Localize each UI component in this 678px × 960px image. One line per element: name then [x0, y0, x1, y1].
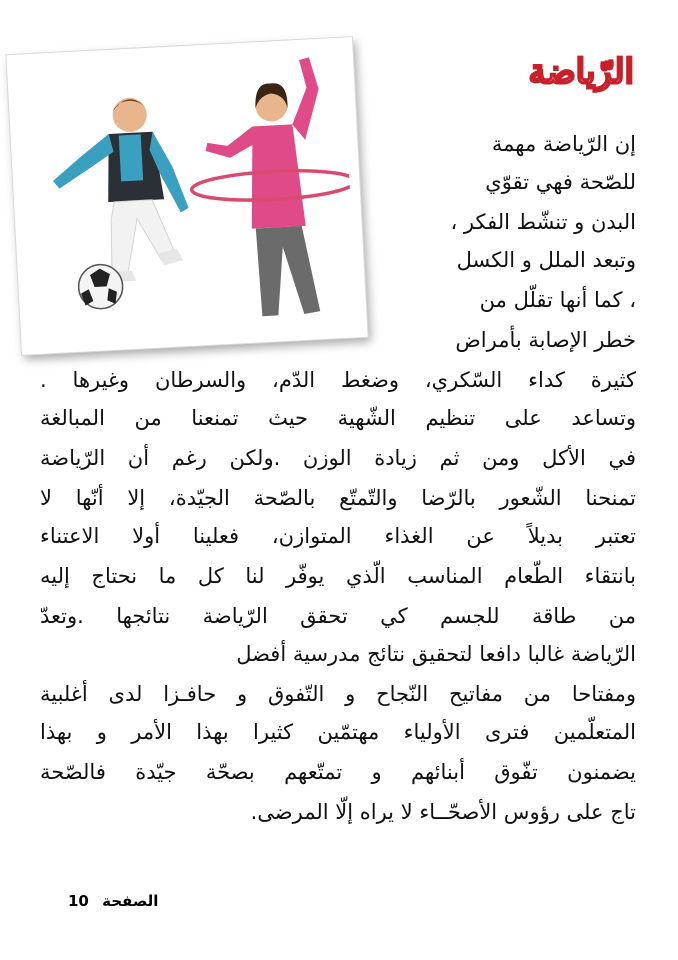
body-line: في الأكل ومن ثم زيادة الوزن .ولكن رغم أن الرّياضة — [40, 446, 636, 470]
body-line: تعتبر بديلاً عن الغذاء المتوازن، فعلينا أولا الاعتناء — [40, 524, 636, 548]
body-line: تمنحنا الشّعور بالرّضا والتّمتّع بالصّحة الجيّدة، إلا أنّها لا — [40, 486, 636, 510]
body-line: كثيرة كداء السّكري، وضغط الدّم، والسرطان وغيرها . — [40, 368, 636, 392]
body-line: ومفتاحا من مفاتيح النّجاح و التّفوق و حافـزا لدى أغلبية — [40, 682, 636, 706]
body-line: البدن و تنشّط الفكر ، — [450, 210, 636, 234]
page-footer — [64, 892, 162, 910]
body-line: خطر الإصابة بأمراض — [455, 328, 636, 352]
body-line: بانتقاء الطّعام المناسب الّذي يوفّر لنا كل ما نحتاج إليه — [40, 564, 636, 588]
body-line: للصّحة فهي تقوّي — [485, 170, 636, 194]
body-line: يضمنون تفّوق أبنائهم و تمتّعهم بصحّة جيّدة فالصّحة — [40, 760, 636, 784]
body-line: إن الرّياضة مهمة — [491, 132, 636, 156]
body-line: المتعلّمين فترى الأولياء مهتمّين كثيرا بهذا الأمر و بهذا — [40, 720, 636, 744]
page-label: الصفحة — [102, 892, 159, 910]
body-line: من طاقة للجسم كي تحقق الرّياضة نتائجها .وتعدّ — [40, 604, 636, 628]
children-playing-photo — [17, 48, 357, 345]
photo-frame — [6, 37, 367, 355]
body-line: وتساعد على تنظيم الشّهية حيث تمنعنا من المبالغة — [40, 406, 636, 430]
page-title: الرّياضة — [528, 52, 634, 92]
body-line: الرّياضة غالبا دافعا لتحقيق نتائج مدرسية أفضل — [236, 642, 636, 666]
page-number: 10 — [68, 892, 89, 910]
body-line: ، كما أنها تقلّل من — [479, 288, 636, 312]
body-line: تاج على رؤوس الأصحّــاء لا يراه إلّا المرضى. — [250, 800, 636, 824]
body-line: وتبعد الملل و الكسل — [456, 248, 636, 272]
